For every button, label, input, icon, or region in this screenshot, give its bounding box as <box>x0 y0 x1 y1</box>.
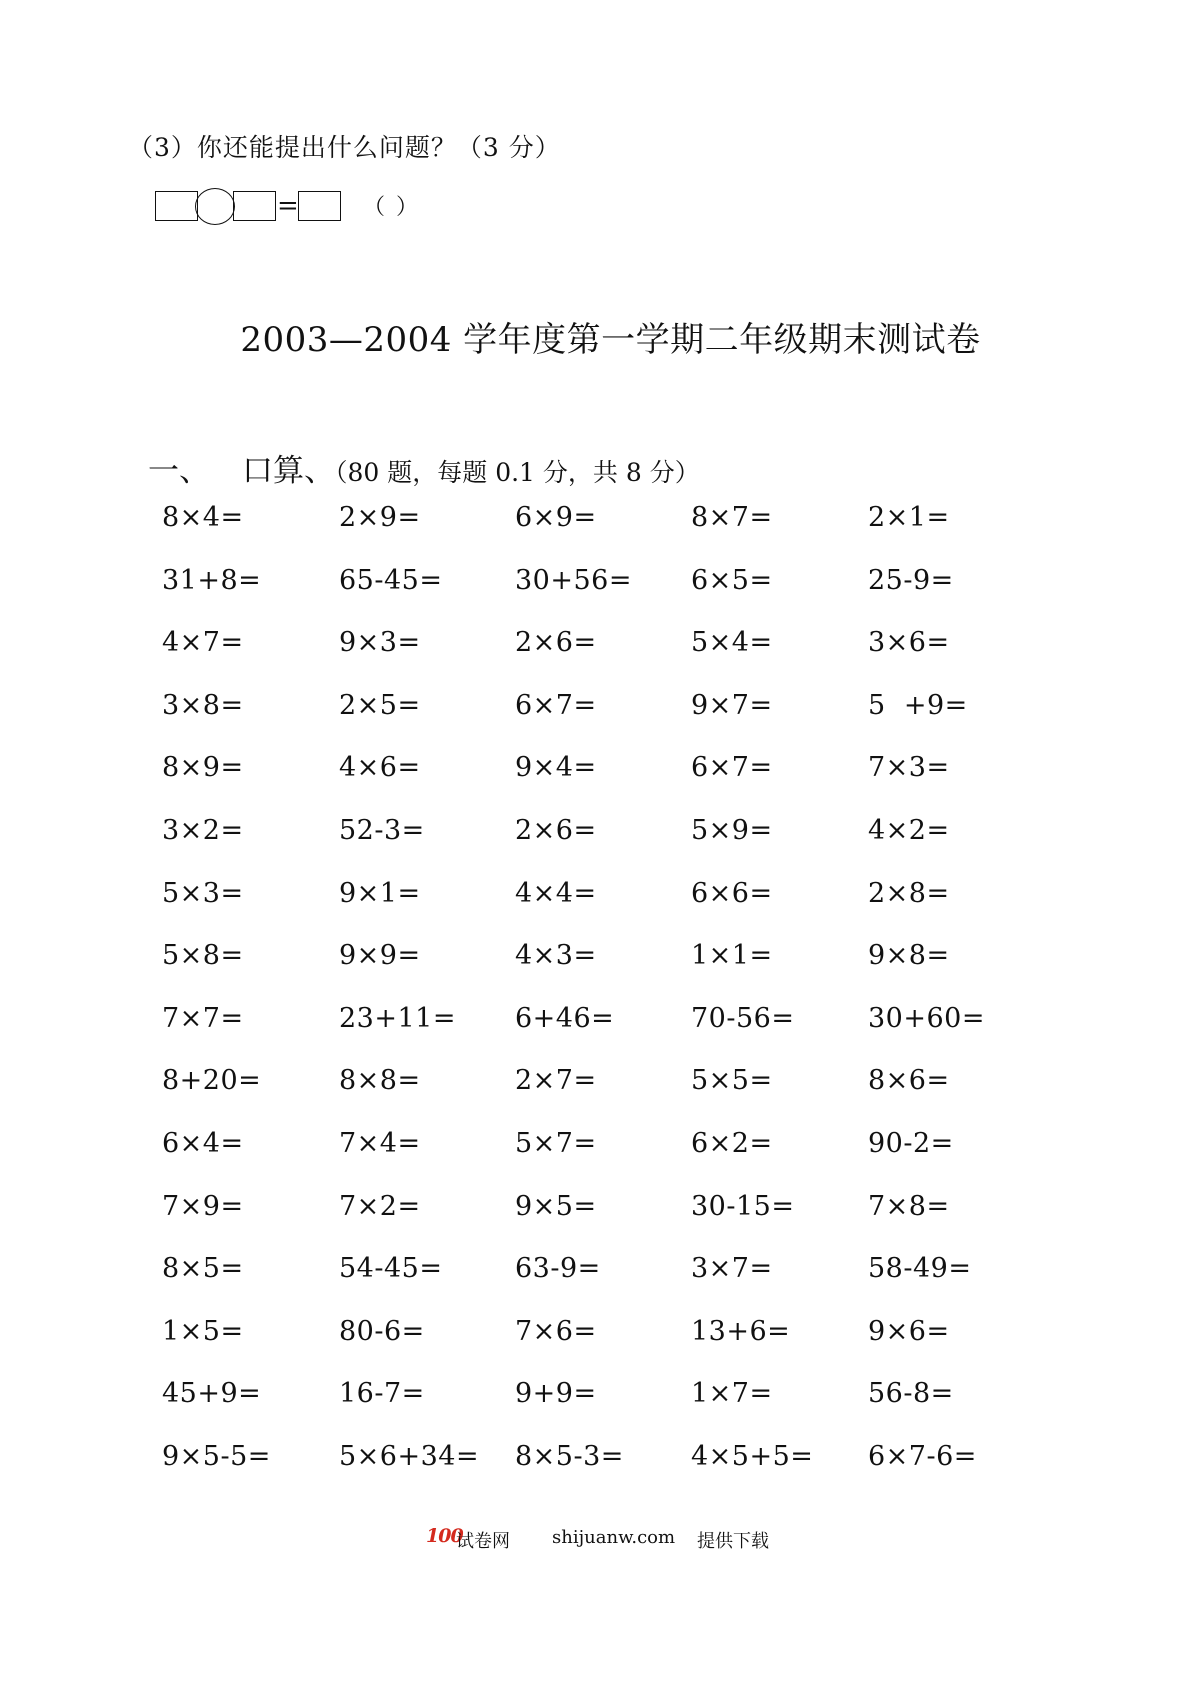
problem-item: 9×9= <box>339 940 421 972</box>
problem-row <box>162 627 1062 667</box>
problem-item: 3×6= <box>868 627 950 659</box>
answer-box[interactable] <box>233 191 276 221</box>
problem-item: 9×5-5= <box>162 1441 271 1472</box>
problem-item: 58-49= <box>868 1253 972 1285</box>
problem-item: 45+9= <box>162 1378 262 1410</box>
problem-row <box>162 1253 1062 1293</box>
unit-parens[interactable]: （ ） <box>363 195 420 220</box>
problem-item: 3×2= <box>162 815 244 846</box>
problem-item: 9×6= <box>868 1315 950 1347</box>
problem-item: 6×7-6= <box>868 1441 977 1472</box>
problem-item: 7×9= <box>162 1190 244 1222</box>
problem-item: 30+60= <box>868 1002 985 1034</box>
problem-item: 5×5= <box>691 1065 773 1097</box>
problem-item: 5×9= <box>691 815 773 846</box>
problem-item: 63-9= <box>515 1253 601 1285</box>
problem-item: 4×6= <box>339 752 421 784</box>
problem-item: 6×6= <box>691 877 773 909</box>
result-box[interactable] <box>298 191 341 221</box>
answer-box[interactable] <box>155 191 198 221</box>
problem-item: 90-2= <box>868 1128 954 1159</box>
problem-item: 52-3= <box>339 815 425 846</box>
problem-item: 5×6+34= <box>339 1441 480 1472</box>
problem-item: 4×3= <box>515 940 597 972</box>
problem-row <box>162 940 1062 980</box>
problem-row <box>162 815 1062 855</box>
operator-circle[interactable] <box>195 188 235 225</box>
problem-item: 2×6= <box>515 815 597 846</box>
problem-row <box>162 565 1062 605</box>
problem-item: 6×4= <box>162 1128 244 1159</box>
section-number: 一、 <box>148 453 210 489</box>
problem-item: 2×5= <box>339 689 421 721</box>
problem-row <box>162 1003 1062 1043</box>
problem-item: 9×5= <box>515 1190 597 1222</box>
problem-item: 56-8= <box>868 1378 954 1410</box>
problem-item: 4×2= <box>868 815 950 846</box>
problem-item: 5×3= <box>162 877 244 909</box>
problem-row <box>162 502 1062 542</box>
footer-site: shijuanw.com <box>552 1527 676 1548</box>
problem-item: 5 +9= <box>868 689 968 721</box>
problem-item: 8×7= <box>691 502 773 533</box>
problem-row <box>162 878 1062 918</box>
section-name: 口算、 <box>242 453 335 489</box>
problem-item: 8×4= <box>162 502 244 533</box>
problem-item: 2×6= <box>515 627 597 659</box>
problem-row <box>162 1378 1062 1418</box>
problem-item: 5×8= <box>162 940 244 972</box>
footer-brand: 试卷网 <box>456 1531 510 1552</box>
problem-item: 9×8= <box>868 940 950 972</box>
problem-row <box>162 1065 1062 1105</box>
problem-item: 2×7= <box>515 1065 597 1097</box>
problem-item: 7×6= <box>515 1315 597 1347</box>
problem-item: 2×9= <box>339 502 421 533</box>
problem-item: 6×7= <box>691 752 773 784</box>
equals-sign: = <box>277 191 299 221</box>
problem-item: 6×2= <box>691 1128 773 1159</box>
problem-item: 5×4= <box>691 627 773 659</box>
logo-100: 100 <box>426 1525 463 1547</box>
problem-item: 1×7= <box>691 1378 773 1410</box>
problem-item: 7×3= <box>868 752 950 784</box>
problem-item: 30-15= <box>691 1190 795 1222</box>
problem-row <box>162 1128 1062 1168</box>
problem-item: 9×3= <box>339 627 421 659</box>
problem-item: 4×5+5= <box>691 1441 814 1472</box>
problem-item: 7×7= <box>162 1002 244 1034</box>
problem-item: 6×5= <box>691 564 773 596</box>
problem-row <box>162 690 1062 730</box>
problem-item: 2×8= <box>868 877 950 909</box>
problem-item: 30+56= <box>515 564 632 596</box>
problem-item: 54-45= <box>339 1253 443 1285</box>
problem-item: 9+9= <box>515 1378 597 1410</box>
problem-row <box>162 1316 1062 1356</box>
problem-item: 8×5= <box>162 1253 244 1285</box>
problem-item: 5×7= <box>515 1128 597 1159</box>
exam-title: 2003—2004 学年度第一学期二年级期末测试卷 <box>240 320 981 360</box>
problem-item: 8+20= <box>162 1065 262 1097</box>
problem-item: 9×4= <box>515 752 597 784</box>
problem-item: 2×1= <box>868 502 950 533</box>
question-3-prompt: （3）你还能提出什么问题？（3 分） <box>128 133 561 162</box>
problem-row <box>162 1191 1062 1231</box>
problem-item: 7×2= <box>339 1190 421 1222</box>
problem-item: 6×7= <box>515 689 597 721</box>
problem-item: 3×7= <box>691 1253 773 1285</box>
problem-item: 6×9= <box>515 502 597 533</box>
problem-item: 1×5= <box>162 1315 244 1347</box>
footer <box>0 1525 1191 1555</box>
section-1-heading <box>148 445 700 490</box>
problem-item: 8×6= <box>868 1065 950 1097</box>
problem-item: 31+8= <box>162 564 262 596</box>
footer-download: 提供下载 <box>697 1531 769 1552</box>
section-note: （80 题，每题 0.1 分，共 8 分） <box>335 458 700 487</box>
problem-item: 16-7= <box>339 1378 425 1410</box>
problem-row <box>162 752 1062 792</box>
problem-row <box>162 1441 1062 1481</box>
problem-item: 9×1= <box>339 877 421 909</box>
problem-item: 6+46= <box>515 1002 615 1034</box>
problem-item: 4×4= <box>515 877 597 909</box>
equation-template <box>155 187 465 227</box>
problem-item: 8×5-3= <box>515 1441 624 1472</box>
problem-item: 4×7= <box>162 627 244 659</box>
problem-item: 80-6= <box>339 1315 425 1347</box>
problem-item: 8×8= <box>339 1065 421 1097</box>
problem-item: 3×8= <box>162 689 244 721</box>
problem-item: 7×8= <box>868 1190 950 1222</box>
problem-item: 13+6= <box>691 1315 791 1347</box>
problem-item: 9×7= <box>691 689 773 721</box>
problem-item: 7×4= <box>339 1128 421 1159</box>
problem-item: 1×1= <box>691 940 773 972</box>
problem-item: 70-56= <box>691 1002 795 1034</box>
problem-item: 65-45= <box>339 564 443 596</box>
problem-item: 25-9= <box>868 564 954 596</box>
problem-item: 8×9= <box>162 752 244 784</box>
problem-item: 23+11= <box>339 1002 456 1034</box>
